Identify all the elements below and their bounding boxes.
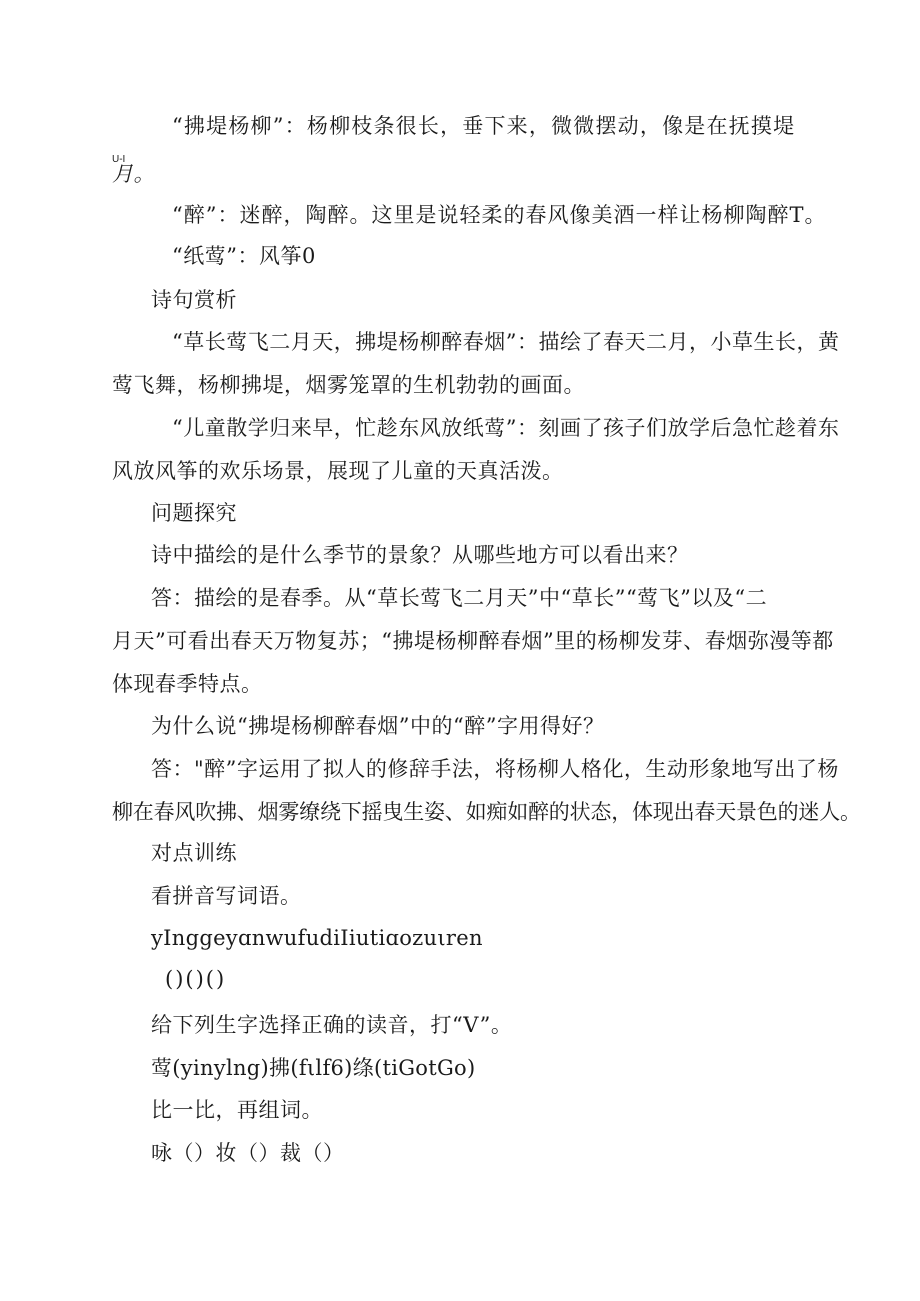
exercise-2-prompt: 给下列生字选择正确的读音，打“V”。 xyxy=(151,1013,513,1037)
question-2: 为什么说“拂堤杨柳醉春烟”中的“醉”字用得好？ xyxy=(151,714,605,738)
ocr-artifact-mark: U-I xyxy=(112,154,126,165)
annotation-continuation: 月。 xyxy=(112,162,155,186)
exercise-2-items: 莺(yinylng)拂(fιlf6)绦(tiGotGo) xyxy=(151,1056,476,1080)
section-heading-inquiry: 问题探究 xyxy=(151,501,237,525)
question-1: 诗中描绘的是什么季节的景象？从哪些地方可以看出来？ xyxy=(151,543,689,567)
answer-2-line-1: 答："醉”字运用了拟人的修辞手法，将杨柳人格化，生动形象地写出了杨 xyxy=(151,757,839,781)
answer-1-line-3: 体现春季特点。 xyxy=(112,672,263,696)
exercise-1-blanks: ()()() xyxy=(165,967,227,991)
exercise-3-items: 咏（）妆（）裁（） xyxy=(151,1141,345,1165)
appreciation-line-2-cont: 风放风筝的欢乐场景，展现了儿童的天真活泼。 xyxy=(112,459,564,483)
appreciation-line-1: “草长莺飞二月天，拂堤杨柳醉春烟”：描绘了春天二月，小草生长，黄 xyxy=(172,330,840,354)
answer-1-line-2: 月天”可看出春天万物复苏；“拂堤杨柳醉春烟”里的杨柳发芽、春烟弥漫等都 xyxy=(112,629,834,653)
annotation-zui: “醉”：迷醉，陶醉。这里是说轻柔的春风像美酒一样让杨柳陶醉T。 xyxy=(172,203,827,227)
annotation-zhiying: “纸莺”：风筝0 xyxy=(172,244,316,268)
section-heading-appreciation: 诗句赏析 xyxy=(151,288,237,312)
exercise-1-prompt: 看拼音写词语。 xyxy=(151,884,302,908)
answer-1-line-1: 答：描绘的是春季。从“草长莺飞二月天”中“草长”“莺飞”以及“二 xyxy=(151,586,768,610)
annotation-fudi-yangliu: “拂堤杨柳”：杨柳枝条很长，垂下来，微微摆动，像是在抚摸堤 xyxy=(172,114,796,138)
exercise-1-pinyin: yInggeyɑnwufudiIiutiɑozuιren xyxy=(151,926,483,950)
appreciation-line-1-cont: 莺飞舞，杨柳拂堤，烟雾笼罩的生机勃勃的画面。 xyxy=(112,373,585,397)
appreciation-line-2: “儿童散学归来早，忙趁东风放纸莺”：刻画了孩子们放学后急忙趁着东 xyxy=(172,416,840,440)
answer-2-line-2: 柳在春风吹拂、烟雾缭绕下摇曳生姿、如痴如醉的状态，体现出春天景色的迷人。 xyxy=(112,800,861,824)
section-heading-practice: 对点训练 xyxy=(151,841,237,865)
exercise-3-prompt: 比一比，再组词。 xyxy=(151,1098,323,1122)
